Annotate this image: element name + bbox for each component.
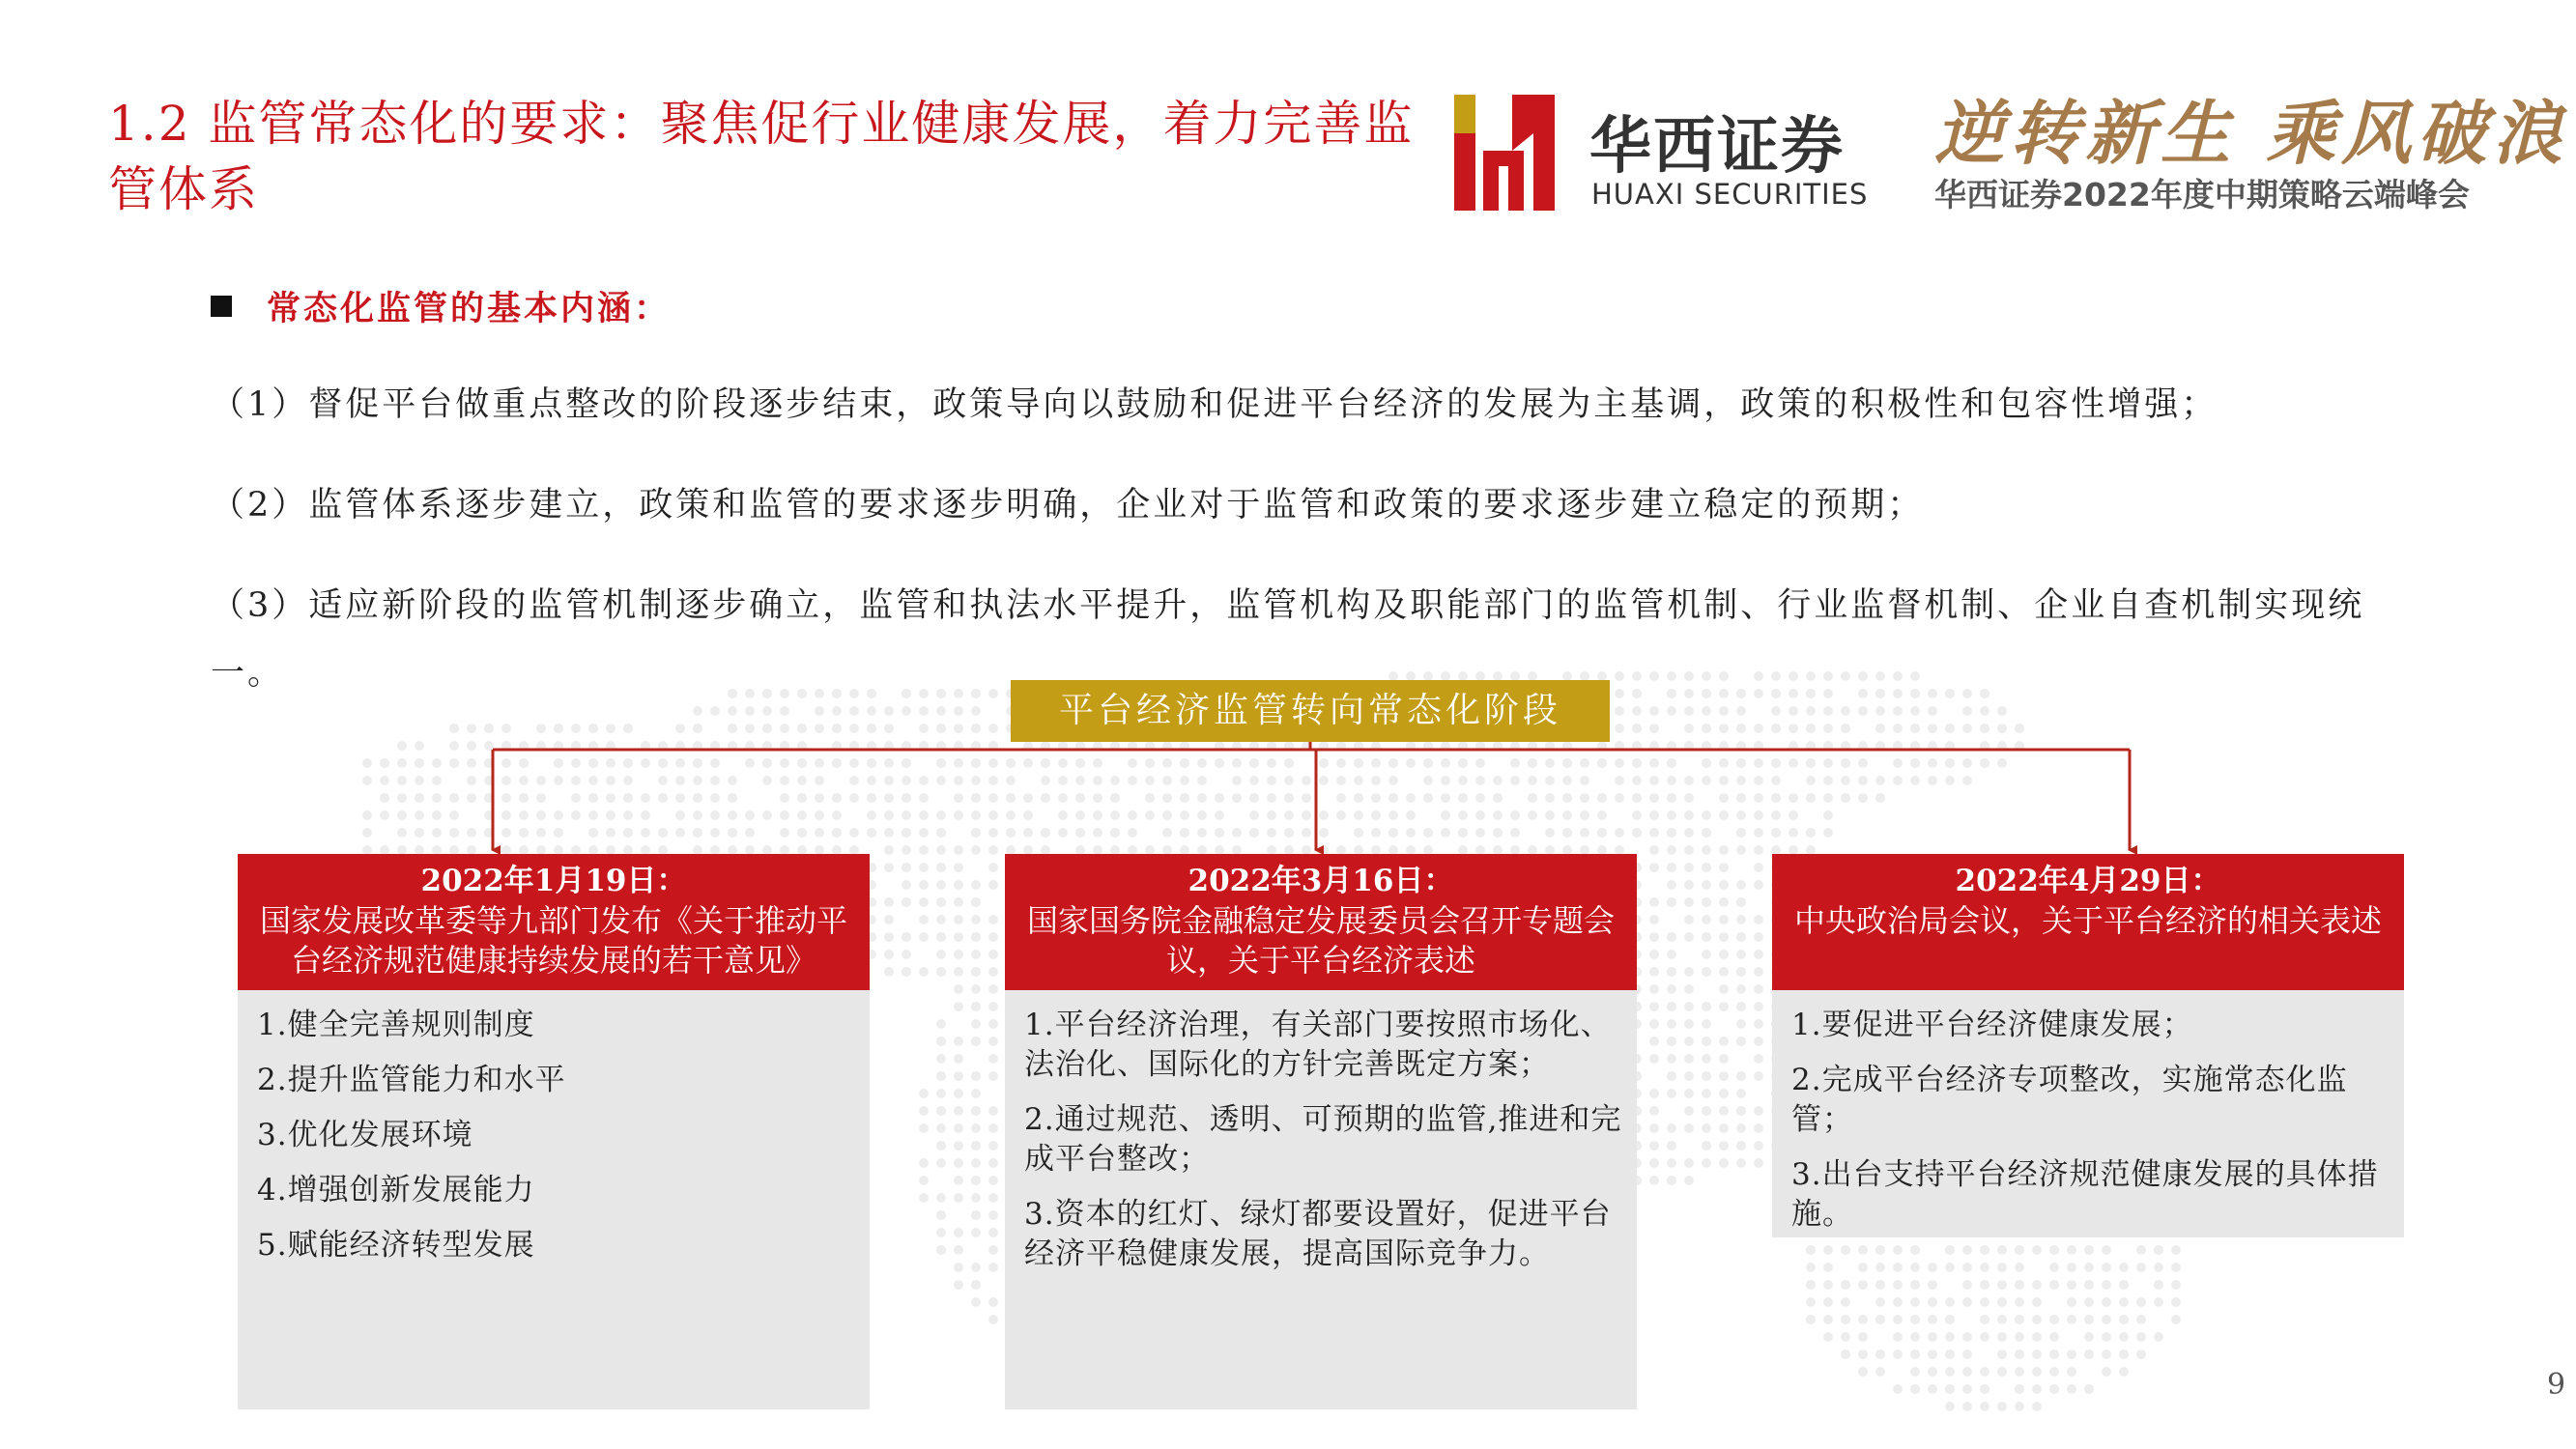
list-item: 1.要促进平台经济健康发展；: [1791, 1008, 2193, 1042]
card-description: 国家国务院金融稳定发展委员会召开专题会议，关于平台经济表述: [1026, 902, 1615, 979]
card-body: [1005, 990, 1637, 1409]
card-date: 2022年4月29日：: [1955, 864, 2221, 898]
card-description: 中央政治局会议，关于平台经济的相关表述: [1793, 902, 2382, 939]
list-item: 4.增强创新发展能力: [257, 1173, 535, 1208]
list-item: 2.完成平台经济专项整改，实施常态化监管；: [1791, 1063, 2348, 1137]
policy-card-apr: [1772, 854, 2404, 1237]
list-item: 2.提升监管能力和水平: [257, 1063, 566, 1097]
logo-english-name: HUAXI SECURITIES: [1591, 178, 1869, 211]
card-date: 2022年3月16日：: [1188, 864, 1454, 898]
paragraph-3: （3）适应新阶段的监管机制逐步确立，监管和执法水平提升，监管机构及职能部门的监管机制、行业监督机制、企业自查机制实现统一。: [211, 586, 2365, 693]
list-item: 3.资本的红灯、绿灯都要设置好，促进平台经济平稳健康发展，提高国际竞争力。: [1024, 1197, 1612, 1271]
card-body: [238, 990, 870, 1409]
event-name: 华西证券2022年度中期策略云端峰会: [1934, 176, 2470, 213]
logo-chinese-name: 华西证券: [1589, 111, 1845, 183]
paragraph-2: （2）监管体系逐步建立，政策和监管的要求逐步明确，企业对于监管和政策的要求逐步建立稳定的预期；: [211, 486, 1925, 525]
page-title: 1.2 监管常态化的要求：聚焦促行业健康发展，着力完善监管体系: [108, 96, 1415, 217]
card-description: 国家发展改革委等九部门发布《关于推动平台经济规范健康持续发展的若干意见》: [259, 902, 847, 979]
card-header: [238, 854, 870, 990]
card-date: 2022年1月19日：: [420, 864, 687, 898]
list-item: 3.出台支持平台经济规范健康发展的具体措施。: [1791, 1157, 2379, 1232]
card-header: [1772, 854, 2404, 990]
list-item: 5.赋能经济转型发展: [257, 1228, 535, 1263]
list-item: 1.平台经济治理，有关部门要按照市场化、法治化、国际化的方针完善既定方案；: [1024, 1008, 1612, 1082]
list-item: 1.健全完善规则制度: [257, 1008, 535, 1042]
page-number: 9: [2547, 1368, 2566, 1402]
square-bullet-icon: [211, 296, 232, 317]
card-body: [1772, 990, 2404, 1237]
policy-card-mar: [1005, 854, 1637, 1409]
stage-banner: 平台经济监管转向常态化阶段: [1011, 680, 1610, 742]
paragraph-1: （1）督促平台做重点整改的阶段逐步结束，政策导向以鼓励和促进平台经济的发展为主基调，政策的积极性和包容性增强；: [211, 385, 2218, 424]
list-item: 3.优化发展环境: [257, 1118, 473, 1152]
section-heading: 常态化监管的基本内涵：: [267, 289, 672, 328]
section-heading-row: [211, 282, 671, 330]
card-header: [1005, 854, 1637, 990]
policy-card-jan: [238, 854, 870, 1409]
event-slogan: 逆转新生 乘风破浪: [1934, 92, 2568, 174]
huaxi-logo-mark-icon: [1454, 95, 1555, 211]
list-item: 2.通过规范、透明、可预期的监管,推进和完成平台整改；: [1024, 1102, 1622, 1177]
